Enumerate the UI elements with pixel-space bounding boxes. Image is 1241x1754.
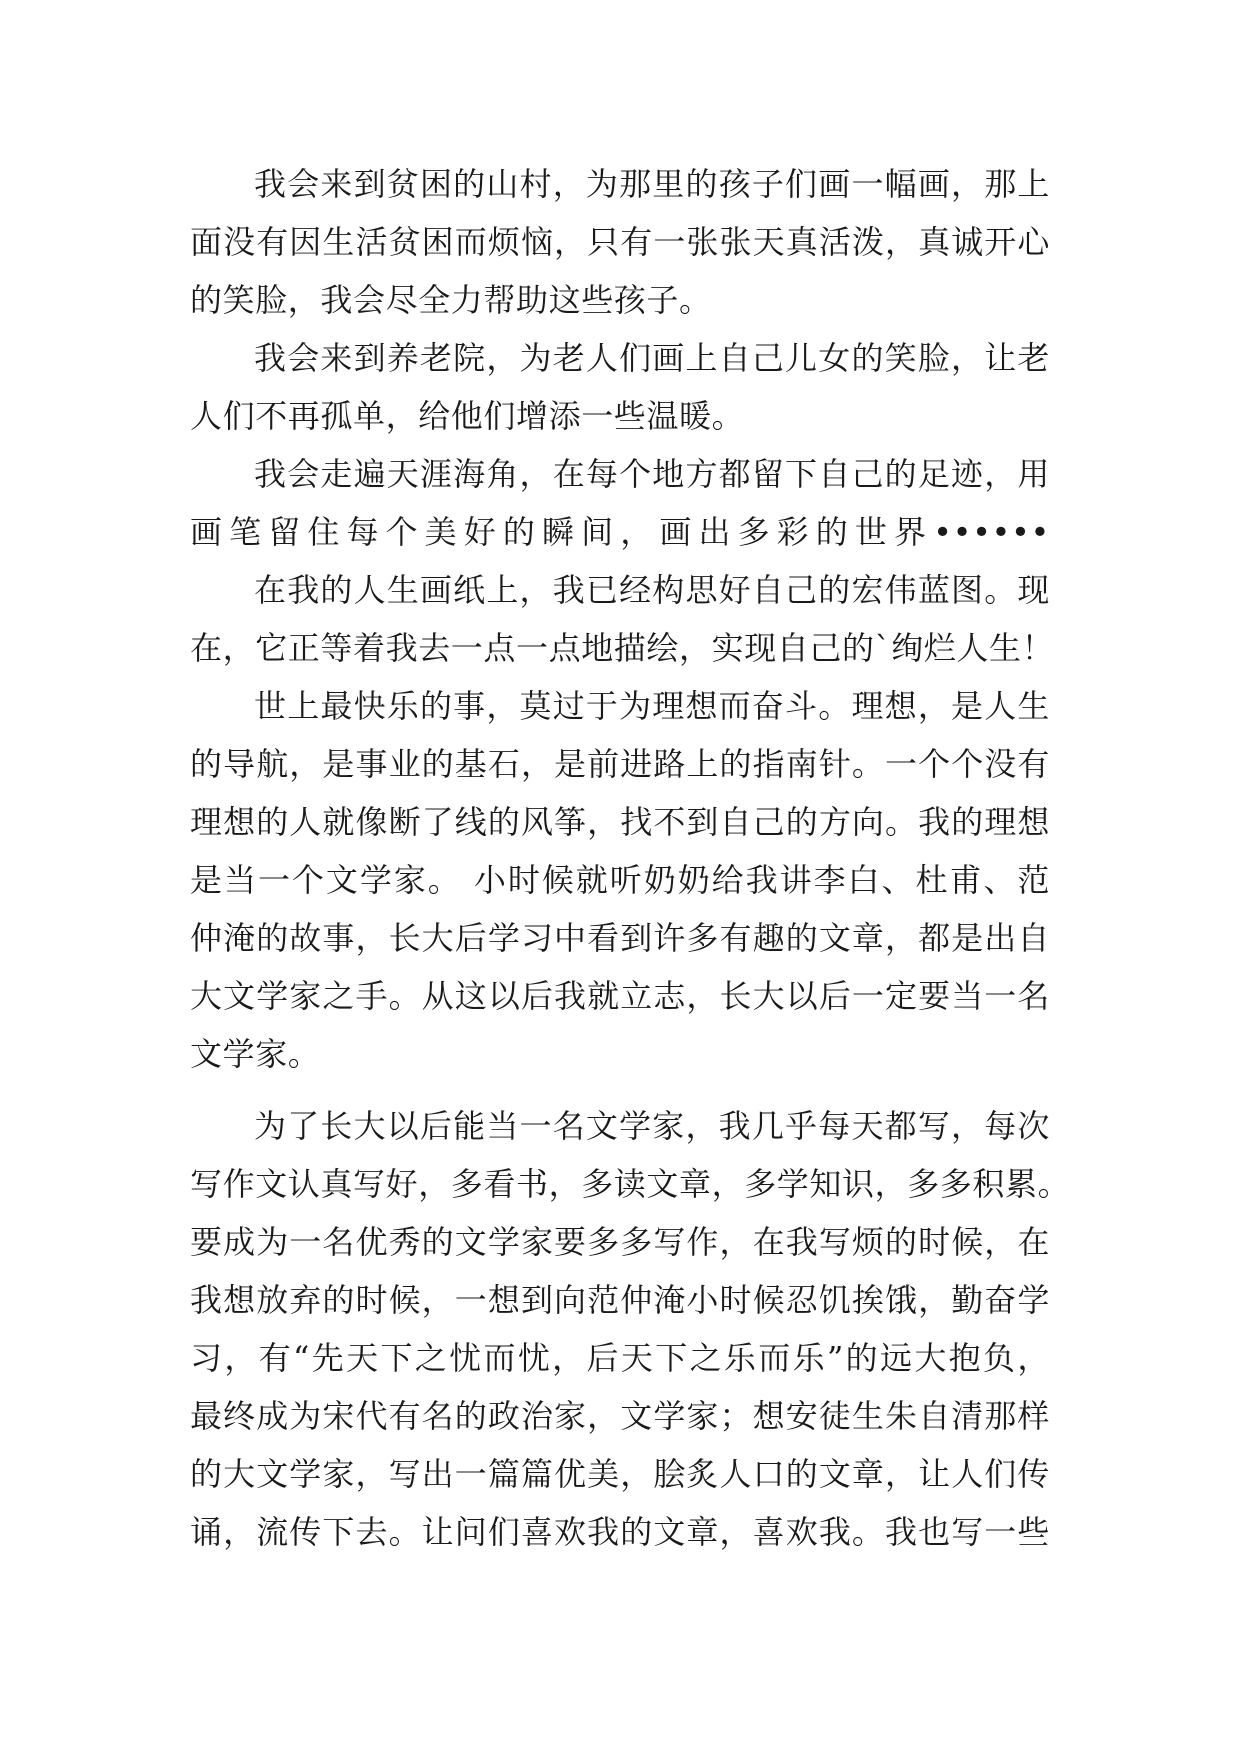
text-line: 画笔留住每个美好的瞬间，画出多彩的世界•••••• bbox=[190, 513, 1050, 551]
text-line: 仲淹的故事，长大后学习中看到许多有趣的文章，都是出自 bbox=[190, 919, 1050, 957]
text-line: 人们不再孤单，给他们增添一些温暖。 bbox=[190, 397, 745, 435]
text-line: 我会来到贫困的山村，为那里的孩子们画一幅画，那上 bbox=[254, 165, 1050, 203]
text-line: 我想放弃的时候，一想到向范仲淹小时候忍饥挨饿，勤奋学 bbox=[190, 1281, 1050, 1319]
text-line: 诵，流传下去。让问们喜欢我的文章，喜欢我。我也写一些 bbox=[190, 1513, 1050, 1551]
text-line: 我会走遍天涯海角，在每个地方都留下自己的足迹，用 bbox=[254, 455, 1050, 493]
paragraph-gap bbox=[190, 1083, 1050, 1097]
document-body bbox=[190, 155, 1071, 1561]
text-line: 习，有“先天下之忧而忧，后天下之乐而乐”的远大抱负， bbox=[190, 1339, 1050, 1377]
text-line: 的笑脸，我会尽全力帮助这些孩子。 bbox=[190, 281, 712, 319]
text-line: 最终成为宋代有名的政治家，文学家；想安徒生朱自清那样 bbox=[190, 1397, 1050, 1435]
text-line: 文学家。 bbox=[190, 1035, 321, 1073]
text-line: 我会来到养老院，为老人们画上自己儿女的笑脸，让老 bbox=[254, 339, 1050, 377]
text-line: 理想的人就像断了线的风筝，找不到自己的方向。我的理想 bbox=[190, 803, 1050, 841]
text-line: 的导航，是事业的基石，是前进路上的指南针。一个个没有 bbox=[190, 745, 1050, 783]
text-line: 大文学家之手。从这以后我就立志，长大以后一定要当一名 bbox=[190, 977, 1050, 1015]
text-line: 在，它正等着我去一点一点地描绘，实现自己的`绚烂人生！ bbox=[190, 629, 1055, 667]
text-line: 在我的人生画纸上，我已经构思好自己的宏伟蓝图。现 bbox=[254, 571, 1050, 609]
text-line: 的大文学家，写出一篇篇优美，脍炙人口的文章，让人们传 bbox=[190, 1455, 1050, 1493]
text-line: 世上最快乐的事，莫过于为理想而奋斗。理想，是人生 bbox=[254, 687, 1050, 725]
text-line: 写作文认真写好，多看书，多读文章，多学知识，多多积累。 bbox=[190, 1165, 1071, 1203]
text-line: 是当一个文学家。 小时候就听奶奶给我讲李白、杜甫、范 bbox=[190, 861, 1050, 899]
text-line: 要成为一名优秀的文学家要多多写作，在我写烦的时候，在 bbox=[190, 1223, 1050, 1261]
text-line: 为了长大以后能当一名文学家，我几乎每天都写，每次 bbox=[254, 1107, 1050, 1145]
text-line: 面没有因生活贫困而烦恼，只有一张张天真活泼，真诚开心 bbox=[190, 223, 1050, 261]
